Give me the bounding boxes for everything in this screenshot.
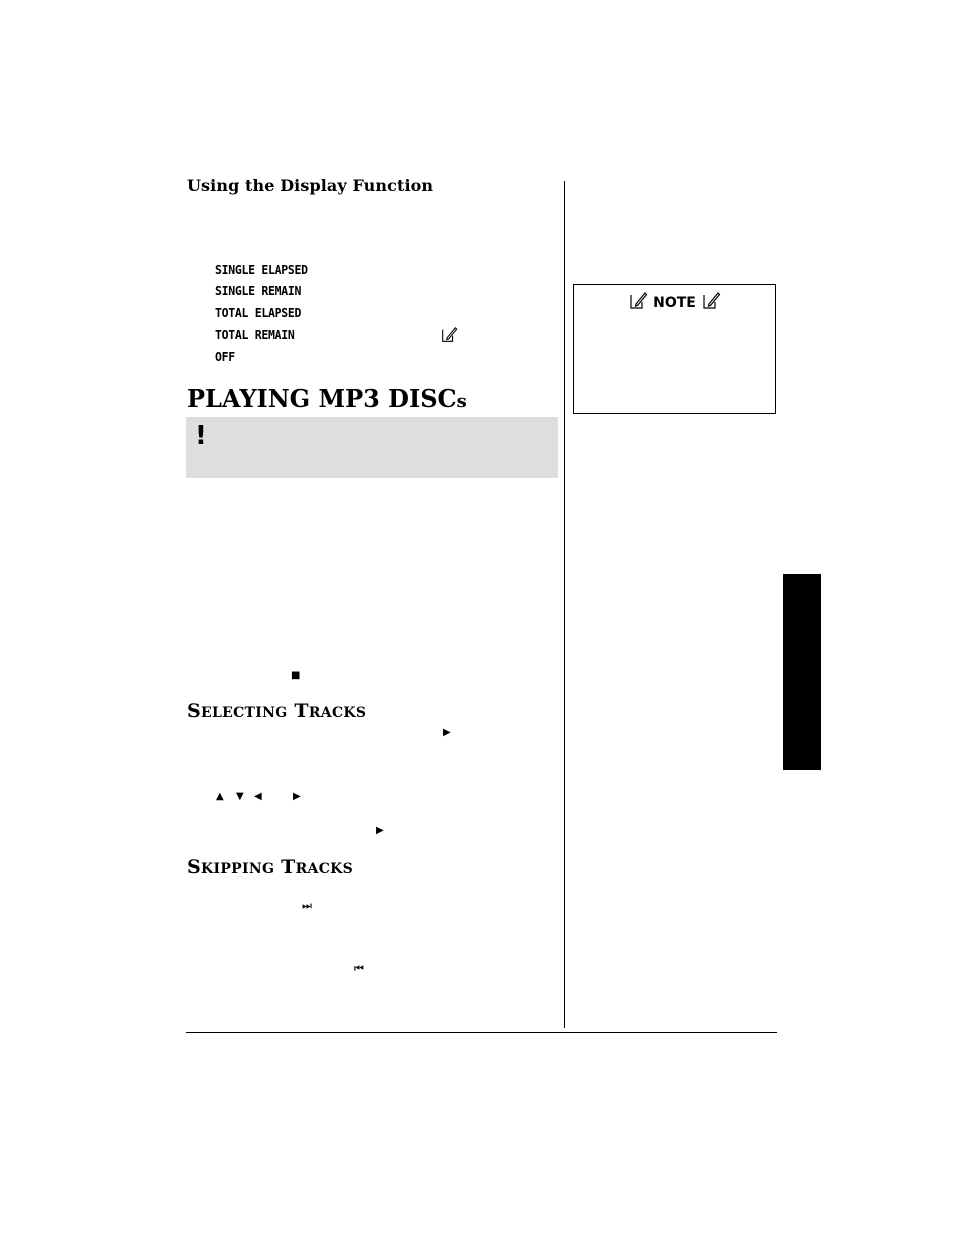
- section-tab: [783, 574, 821, 770]
- column-divider: [564, 181, 565, 1028]
- down-arrow-icon: ▼: [236, 791, 244, 802]
- stop-icon: ■: [291, 670, 301, 681]
- display-mode-single-remain: SINGLE REMAIN: [215, 283, 302, 299]
- up-arrow-icon: ▲: [216, 791, 224, 802]
- play-icon-2: ▶: [376, 825, 384, 836]
- warning-box: [186, 417, 558, 478]
- note-pen-icon-left: [628, 291, 648, 311]
- warning-icon: !: [195, 421, 207, 451]
- playing-mp3-heading: PLAYING MP3 DISCs: [187, 384, 467, 413]
- next-track-icon: ⏭: [302, 899, 312, 912]
- note-pen-icon-right: [701, 291, 721, 311]
- left-arrow-icon: ◀: [254, 791, 262, 802]
- right-arrow-icon: ▶: [293, 791, 301, 802]
- play-icon: ▶: [443, 727, 451, 738]
- note-title: NOTE: [574, 291, 775, 311]
- display-mode-off: OFF: [215, 349, 235, 365]
- display-mode-total-elapsed: TOTAL ELAPSED: [215, 305, 302, 321]
- note-pen-icon: [440, 326, 458, 344]
- display-mode-total-remain: TOTAL REMAIN: [215, 327, 295, 343]
- note-box: [573, 284, 776, 414]
- skipping-tracks-heading: SKIPPING TRACKS: [187, 856, 354, 878]
- selecting-tracks-heading: SELECTING TRACKS: [187, 700, 367, 722]
- previous-track-icon: ⏮: [354, 962, 364, 975]
- footer-rule: [186, 1032, 777, 1033]
- display-mode-single-elapsed: SINGLE ELAPSED: [215, 262, 308, 278]
- display-function-heading: Using the Display Function: [187, 176, 434, 195]
